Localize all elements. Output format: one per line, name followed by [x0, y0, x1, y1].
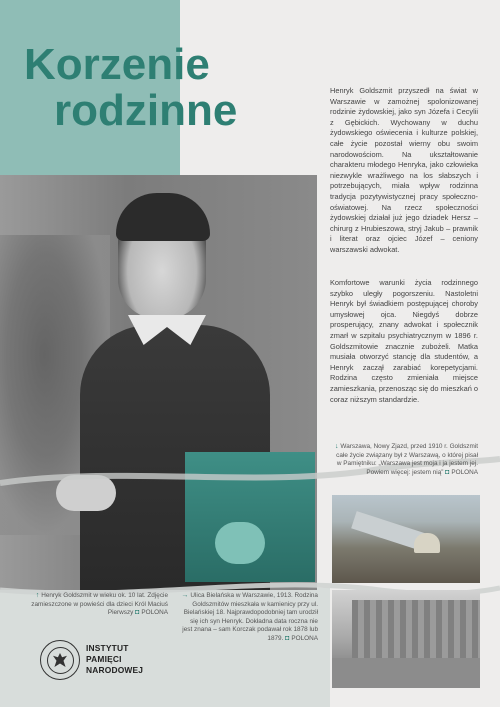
title-line-1: Korzenie: [24, 40, 210, 89]
caption-portrait-source: POLONA: [141, 609, 168, 617]
ipn-eagle-logo-icon: [40, 640, 80, 680]
tenement-facade: [352, 600, 480, 658]
caption-bielanska-text: Ulica Bielańska w Warszawie, 1913. Rodzina Goldszmitów mieszkała w kamienicy przy ul. Bielańskiej 18. Najprawdopodobniej tam urodził się ich syn Henryk. Dokładna data roczna nie jest znana – sam Korczak podawał rok 1878 lub 1879.: [182, 592, 318, 642]
caption-warsaw-source: POLONA: [451, 468, 478, 476]
page-title: [24, 42, 304, 134]
caption-warsaw: [330, 443, 478, 477]
bielanska-photo: [332, 590, 480, 688]
caption-portrait: [14, 592, 168, 618]
warsaw-photo: [332, 495, 480, 583]
caption-bielanska-source: POLONA: [291, 634, 318, 642]
dome-shape: [414, 533, 440, 553]
arrow-up-icon: ↑: [35, 592, 42, 599]
caption-portrait-text: Henryk Goldszmit w wieku ok. 10 lat. Zdjęcie zamieszczone w powieści dla dzieci Król Maciuś Pierwszy: [31, 592, 168, 617]
body-paragraph-2: Komfortowe warunki życia rodzinnego szybko uległy pogorszeniu. Nastoletni Henryk był świadkiem postępującej choroby umysłowej ojca. Niegdyś dobrze prosperujący, znany adwokat i społecznik zmarł w szpitalu psychiatrycznym w 1896 r. Goldszmitowie znacznie zubożeli. Matka musiała otworzyć stancję dla studentów, a Henryk zaczął zarabiać korepetycjami. Rodzina często zmieniała miejsce zamieszkania, przenosząc się do mieszkań o coraz niższym standardzie.: [330, 278, 478, 404]
camera-icon: ◘: [445, 468, 452, 476]
caption-bielanska: [180, 592, 318, 644]
caption-warsaw-text: Warszawa, Nowy Zjazd, przed 1910 r. Goldszmit całe życie związany był z Warszawą, o której pisał w Pamiętniku: „Warszawa jest moja i ja jestem jej. Powiem więcej: jestem nią”: [336, 443, 478, 476]
arrow-up-icon: ↓: [334, 443, 341, 450]
institute-line-2: PAMIĘCI: [86, 654, 122, 664]
hand-detail: [215, 522, 265, 564]
camera-icon: ◘: [135, 609, 142, 617]
camera-icon: ◘: [285, 634, 292, 642]
arrow-right-icon: →: [181, 592, 191, 599]
body-paragraph-1: Henryk Goldszmit przyszedł na świat w Warszawie w zamożnej spolonizowanej rodzinie żydowskiej, jako syn Józefa i Cecylii z Gębickich. Wychowany w duchu żydowskiego oświecenia i kulturze polskiej, całe życie pozostał wierny obu swoim narodowościom. Na ukształtowanie charakteru młodego Henryka, jako człowieka niezwykle wrażliwego na los słabszych i potrzebujących, miała wpływ rodzinna tradycja pozytywistycznej pracy społeczno-oświatowej. Na rzecz społeczności żydowskiej działał już jego dziadek Hersz – chirurg z Hrubieszowa, stryj Jakub – prawnik i literat oraz ojciec Józef – ceniony warszawski adwokat.: [330, 86, 478, 254]
street-shape: [332, 658, 480, 688]
title-line-2: rodzinne: [54, 86, 238, 135]
institute-name: [86, 643, 143, 676]
institute-line-1: INSTYTUT: [86, 643, 129, 653]
institute-line-3: NARODOWEJ: [86, 665, 144, 675]
boy-hair: [116, 193, 210, 241]
